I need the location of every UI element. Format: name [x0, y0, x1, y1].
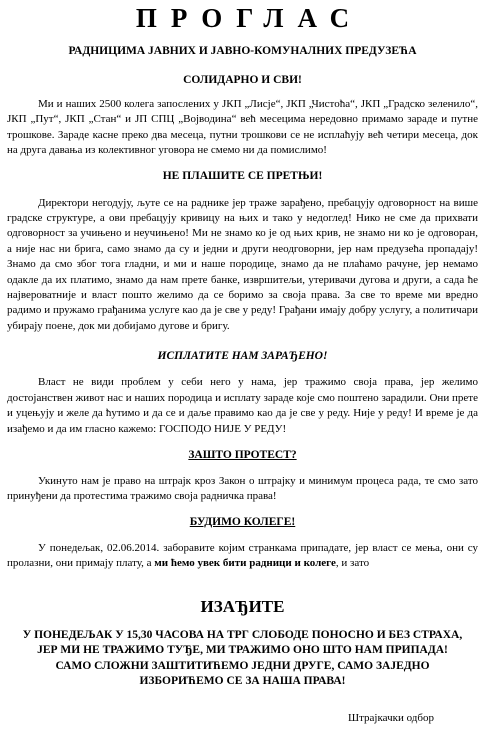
colleagues-text-bold: ми ћемо увек бити радници и колеге [154, 557, 336, 570]
call-line: САМО СЛОЖНИ ЗАШТИТИЋЕМО ЈЕДНИ ДРУГЕ, САМО ЗАЈЕДНО [55, 659, 430, 672]
signature: Штрајкачки одбор [348, 711, 434, 724]
colleagues-text-end: , и зато [335, 557, 370, 570]
section-heading-threats: НЕ ПЛАШИТЕ СЕ ПРЕТЊИ! [162, 169, 323, 182]
section-paragraph-why-protest: Укинуто нам је право на штрајк кроз Закон о штрајку и минимум процеса рада, те смо зато принуђени да протестима тражимо своја радничка права! [7, 474, 478, 503]
call-line: ЈЕР МИ НЕ ТРАЖИМО ТУЂЕ, МИ ТРАЖИМО ОНО ШТО НАМ ПРИПАДА! [37, 644, 448, 657]
section-heading-colleagues: БУДИМО КОЛЕГЕ! [189, 515, 296, 528]
call-heading: ИЗАЂИТЕ [200, 596, 285, 616]
call-line: ИЗБОРИЋЕМО СЕ ЗА НАША ПРАВА! [139, 675, 346, 688]
section-heading-pay: ИСПЛАТИТЕ НАМ ЗАРАЂЕНО! [157, 350, 328, 363]
section-paragraph-pay: Власт не види проблем у себи него у нама, јер тражимо своја права, јер желимо достојанствен живот нас и наших породица и исплату зараде које смо поштено зарадили. Они прете и уцењују и желе да ћутимо и да се и даље правимо као да је све у реду. Није у реду! И време је да изађемо и да им гласно кажемо: ГОСПОДО НИЈЕ У РЕДУ! [7, 376, 478, 435]
call-line: У ПОНЕДЕЉАК У 15,30 ЧАСОВА НА ТРГ СЛОБОДЕ ПОНОСНО И БЕЗ СТРАХА, [22, 628, 463, 641]
document-subtitle: РАДНИЦИМА ЈАВНИХ И ЈАВНО-КОМУНАЛНИХ ПРЕДУЗЕЋА [68, 45, 417, 57]
section-heading-why-protest: ЗАШТО ПРОТЕСТ? [188, 448, 297, 461]
colleagues-text-start: У понедељак, 02.06.2014. заборавите којим странкама припадате, јер власт се мења, они су пролазни, они примају плату, а [7, 541, 478, 570]
section-paragraph-threats: Директори негодују, љуте се на раднике јер траже зарађено, пребацују одговорност на више градске структуре, а ови пребацују кривицу на њих и тако у недоглед! Нико не сме да прихвати одговорност за учињено и неучињено! Ми не знамо ко је од њих крив, не знамо ни ко је одговоран, а није нас ни брига, само знамо да су и једни и други неодговорни, јер нам предузећа пропадају! Знамо да смо због тога гладни, и ми и наше породице, знамо да не плаћамо рачуне, јер немамо одакле да их платимо, знамо да нам прете банке, извршитељи, утеривачи дугова и други, а сада ће највероватније и власт пошто желимо да се боримо за своја права. За све то време ми вредно радимо и пружамо грађанима услуге као да је све у реду! Грађани имају добру услугу, а политичари убирају поене, док ми добијамо дугове и бригу. [7, 196, 478, 332]
call-block [7, 628, 478, 690]
section-heading-solidarity: СОЛИДАРНО И СВИ! [183, 74, 302, 86]
section-paragraph-colleagues [7, 541, 478, 572]
proclamation-page [0, 3, 485, 744]
document-title: ПРОГЛАС [135, 3, 364, 33]
section-paragraph-solidarity: Ми и наших 2500 колега запослених у ЈКП „Лисје“, ЈКП „Чистоћа“, ЈКП „Градско зеленило“, ЈКП „Пут“, ЈКП „Стан“ и ЈП СПЦ „Војводина“ већ месецима нередовно примамо зараде и путне трошкове. Зараде касне преко два месеца, путни трошкови се не исплаћују већ четири месеца, док на друга давања из колективног уговора не смемо ни да помислимо! [7, 98, 478, 157]
